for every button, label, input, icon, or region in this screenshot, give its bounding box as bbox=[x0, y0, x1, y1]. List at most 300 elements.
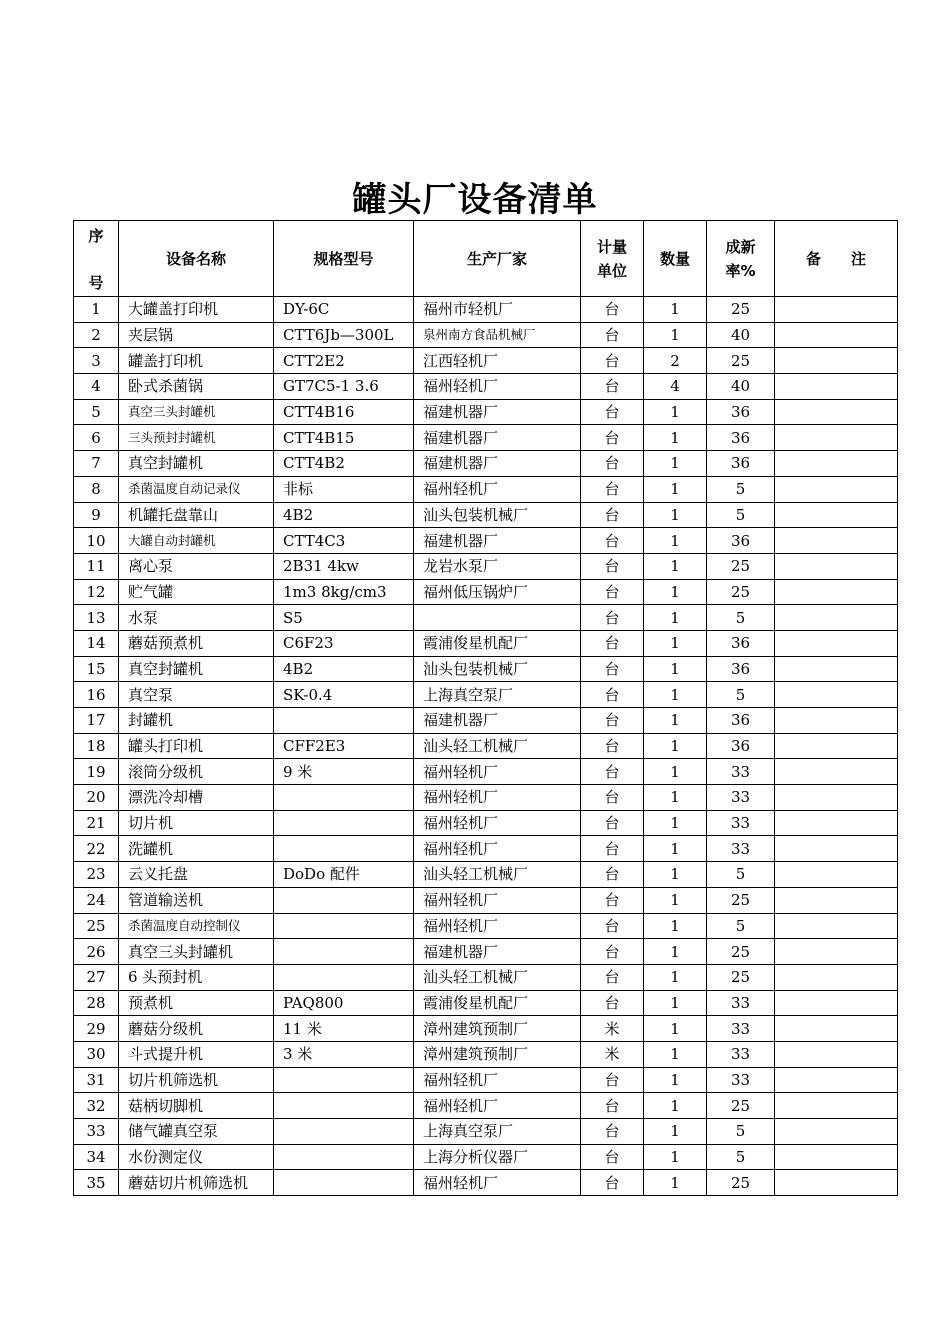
table-row bbox=[74, 862, 898, 888]
row-spec: CTT4B16 bbox=[274, 399, 414, 425]
row-index: 1 bbox=[74, 297, 119, 323]
row-index: 35 bbox=[74, 1170, 119, 1196]
header-unit: 计量单位 bbox=[581, 221, 644, 297]
row-name: 真空封罐机 bbox=[119, 656, 274, 682]
table-row bbox=[74, 553, 898, 579]
table-row bbox=[74, 605, 898, 631]
row-remarks bbox=[775, 1170, 898, 1196]
row-index: 28 bbox=[74, 990, 119, 1016]
row-unit: 台 bbox=[581, 502, 644, 528]
row-index: 10 bbox=[74, 528, 119, 554]
row-rate: 25 bbox=[707, 1170, 775, 1196]
row-remarks bbox=[775, 1016, 898, 1042]
row-quantity: 1 bbox=[644, 553, 707, 579]
row-quantity: 1 bbox=[644, 297, 707, 323]
table-row bbox=[74, 374, 898, 400]
row-rate: 25 bbox=[707, 297, 775, 323]
row-index: 7 bbox=[74, 451, 119, 477]
row-index: 19 bbox=[74, 759, 119, 785]
row-unit: 台 bbox=[581, 939, 644, 965]
table-row bbox=[74, 1119, 898, 1145]
row-name: 真空三头封罐机 bbox=[119, 939, 274, 965]
table-row bbox=[74, 1144, 898, 1170]
row-remarks bbox=[775, 862, 898, 888]
row-index: 34 bbox=[74, 1144, 119, 1170]
row-rate: 33 bbox=[707, 836, 775, 862]
row-index: 6 bbox=[74, 425, 119, 451]
row-quantity: 1 bbox=[644, 939, 707, 965]
row-spec: CFF2E3 bbox=[274, 733, 414, 759]
row-index: 13 bbox=[74, 605, 119, 631]
row-quantity: 1 bbox=[644, 1016, 707, 1042]
header-quantity: 数量 bbox=[644, 221, 707, 297]
row-manufacturer: 福州轻机厂 bbox=[414, 785, 581, 811]
row-index: 24 bbox=[74, 887, 119, 913]
row-unit: 台 bbox=[581, 1170, 644, 1196]
row-unit: 台 bbox=[581, 399, 644, 425]
row-unit: 台 bbox=[581, 348, 644, 374]
row-unit: 台 bbox=[581, 759, 644, 785]
table-row bbox=[74, 476, 898, 502]
row-unit: 台 bbox=[581, 733, 644, 759]
row-rate: 36 bbox=[707, 630, 775, 656]
row-quantity: 1 bbox=[644, 1170, 707, 1196]
row-spec: GT7C5-1 3.6 bbox=[274, 374, 414, 400]
row-name: 斗式提升机 bbox=[119, 1041, 274, 1067]
row-name: 蘑菇切片机筛选机 bbox=[119, 1170, 274, 1196]
row-quantity: 1 bbox=[644, 708, 707, 734]
row-manufacturer: 江西轻机厂 bbox=[414, 348, 581, 374]
row-rate: 40 bbox=[707, 374, 775, 400]
row-unit: 台 bbox=[581, 322, 644, 348]
row-index: 21 bbox=[74, 810, 119, 836]
row-rate: 33 bbox=[707, 759, 775, 785]
row-remarks bbox=[775, 682, 898, 708]
header-manufacturer: 生产厂家 bbox=[414, 221, 581, 297]
row-index: 3 bbox=[74, 348, 119, 374]
row-remarks bbox=[775, 913, 898, 939]
row-name: 洗罐机 bbox=[119, 836, 274, 862]
row-unit: 台 bbox=[581, 810, 644, 836]
row-rate: 25 bbox=[707, 553, 775, 579]
row-quantity: 1 bbox=[644, 425, 707, 451]
row-quantity: 1 bbox=[644, 836, 707, 862]
table-row bbox=[74, 630, 898, 656]
row-rate: 25 bbox=[707, 964, 775, 990]
row-name: 大罐盖打印机 bbox=[119, 297, 274, 323]
row-rate: 5 bbox=[707, 913, 775, 939]
row-manufacturer: 福州轻机厂 bbox=[414, 374, 581, 400]
row-quantity: 1 bbox=[644, 528, 707, 554]
row-quantity: 1 bbox=[644, 630, 707, 656]
row-name: 大罐自动封罐机 bbox=[119, 528, 274, 554]
row-name: 滚筒分级机 bbox=[119, 759, 274, 785]
row-remarks bbox=[775, 579, 898, 605]
row-quantity: 1 bbox=[644, 887, 707, 913]
row-spec: 1m3 8kg/cm3 bbox=[274, 579, 414, 605]
row-quantity: 1 bbox=[644, 605, 707, 631]
row-manufacturer: 上海真空泵厂 bbox=[414, 1119, 581, 1145]
row-unit: 台 bbox=[581, 630, 644, 656]
row-unit: 台 bbox=[581, 785, 644, 811]
row-rate: 36 bbox=[707, 656, 775, 682]
row-remarks bbox=[775, 476, 898, 502]
table-row bbox=[74, 656, 898, 682]
row-rate: 33 bbox=[707, 990, 775, 1016]
table-row bbox=[74, 785, 898, 811]
row-index: 14 bbox=[74, 630, 119, 656]
row-manufacturer: 福建机器厂 bbox=[414, 528, 581, 554]
row-rate: 33 bbox=[707, 1067, 775, 1093]
row-manufacturer: 福州轻机厂 bbox=[414, 810, 581, 836]
row-rate: 36 bbox=[707, 708, 775, 734]
row-quantity: 1 bbox=[644, 656, 707, 682]
row-quantity: 1 bbox=[644, 1119, 707, 1145]
row-rate: 33 bbox=[707, 810, 775, 836]
row-spec bbox=[274, 1067, 414, 1093]
row-spec: PAQ800 bbox=[274, 990, 414, 1016]
row-spec bbox=[274, 887, 414, 913]
row-name: 机罐托盘靠山 bbox=[119, 502, 274, 528]
row-spec: DoDo 配件 bbox=[274, 862, 414, 888]
row-unit: 台 bbox=[581, 451, 644, 477]
row-manufacturer: 汕头包装机械厂 bbox=[414, 656, 581, 682]
row-quantity: 1 bbox=[644, 682, 707, 708]
row-name: 封罐机 bbox=[119, 708, 274, 734]
table-row bbox=[74, 1016, 898, 1042]
row-remarks bbox=[775, 605, 898, 631]
row-remarks bbox=[775, 374, 898, 400]
row-index: 11 bbox=[74, 553, 119, 579]
row-manufacturer: 汕头轻工机械厂 bbox=[414, 733, 581, 759]
row-unit: 米 bbox=[581, 1016, 644, 1042]
row-manufacturer: 福州轻机厂 bbox=[414, 1170, 581, 1196]
row-remarks bbox=[775, 451, 898, 477]
table-row bbox=[74, 913, 898, 939]
row-spec bbox=[274, 1093, 414, 1119]
row-remarks bbox=[775, 759, 898, 785]
row-name: 真空封罐机 bbox=[119, 451, 274, 477]
row-unit: 台 bbox=[581, 425, 644, 451]
row-name: 水份测定仪 bbox=[119, 1144, 274, 1170]
row-quantity: 1 bbox=[644, 451, 707, 477]
row-spec: CTT2E2 bbox=[274, 348, 414, 374]
page-title: 罐头厂设备清单 bbox=[352, 180, 598, 220]
row-spec bbox=[274, 785, 414, 811]
header-spec: 规格型号 bbox=[274, 221, 414, 297]
row-name: 杀菌温度自动控制仪 bbox=[119, 913, 274, 939]
header-remarks: 备 注 bbox=[775, 221, 898, 297]
row-index: 33 bbox=[74, 1119, 119, 1145]
row-manufacturer: 福州轻机厂 bbox=[414, 887, 581, 913]
row-index: 8 bbox=[74, 476, 119, 502]
row-index: 22 bbox=[74, 836, 119, 862]
row-name: 罐盖打印机 bbox=[119, 348, 274, 374]
row-spec: CTT4B15 bbox=[274, 425, 414, 451]
table-row bbox=[74, 297, 898, 323]
row-quantity: 1 bbox=[644, 1144, 707, 1170]
row-rate: 25 bbox=[707, 1093, 775, 1119]
row-remarks bbox=[775, 964, 898, 990]
row-remarks bbox=[775, 733, 898, 759]
row-unit: 台 bbox=[581, 605, 644, 631]
row-rate: 25 bbox=[707, 348, 775, 374]
table-row bbox=[74, 708, 898, 734]
row-unit: 台 bbox=[581, 476, 644, 502]
row-rate: 33 bbox=[707, 785, 775, 811]
row-spec: 4B2 bbox=[274, 502, 414, 528]
row-remarks bbox=[775, 836, 898, 862]
row-name: 蘑菇分级机 bbox=[119, 1016, 274, 1042]
row-rate: 25 bbox=[707, 939, 775, 965]
row-remarks bbox=[775, 425, 898, 451]
row-spec bbox=[274, 939, 414, 965]
table-row bbox=[74, 1170, 898, 1196]
row-spec: 4B2 bbox=[274, 656, 414, 682]
row-manufacturer: 福建机器厂 bbox=[414, 939, 581, 965]
row-rate: 36 bbox=[707, 733, 775, 759]
row-name: 切片机筛选机 bbox=[119, 1067, 274, 1093]
row-unit: 台 bbox=[581, 374, 644, 400]
table-row bbox=[74, 1041, 898, 1067]
row-manufacturer: 福州轻机厂 bbox=[414, 476, 581, 502]
row-manufacturer: 福州轻机厂 bbox=[414, 1067, 581, 1093]
row-name: 卧式杀菌锅 bbox=[119, 374, 274, 400]
row-unit: 台 bbox=[581, 528, 644, 554]
row-index: 9 bbox=[74, 502, 119, 528]
row-rate: 5 bbox=[707, 1144, 775, 1170]
row-index: 25 bbox=[74, 913, 119, 939]
row-unit: 台 bbox=[581, 297, 644, 323]
row-rate: 40 bbox=[707, 322, 775, 348]
row-spec: S5 bbox=[274, 605, 414, 631]
row-unit: 台 bbox=[581, 836, 644, 862]
row-manufacturer: 上海真空泵厂 bbox=[414, 682, 581, 708]
row-quantity: 1 bbox=[644, 502, 707, 528]
row-manufacturer: 福州轻机厂 bbox=[414, 1093, 581, 1119]
row-spec: CTT6Jb—300L bbox=[274, 322, 414, 348]
table-header-row bbox=[74, 221, 898, 297]
row-spec: DY-6C bbox=[274, 297, 414, 323]
row-remarks bbox=[775, 1144, 898, 1170]
row-rate: 5 bbox=[707, 862, 775, 888]
row-manufacturer: 上海分析仪器厂 bbox=[414, 1144, 581, 1170]
row-index: 30 bbox=[74, 1041, 119, 1067]
row-name: 真空泵 bbox=[119, 682, 274, 708]
row-index: 17 bbox=[74, 708, 119, 734]
row-spec bbox=[274, 913, 414, 939]
row-remarks bbox=[775, 1093, 898, 1119]
row-unit: 台 bbox=[581, 913, 644, 939]
row-manufacturer: 汕头轻工机械厂 bbox=[414, 862, 581, 888]
row-quantity: 1 bbox=[644, 785, 707, 811]
row-unit: 台 bbox=[581, 656, 644, 682]
row-name: 离心泵 bbox=[119, 553, 274, 579]
row-rate: 25 bbox=[707, 887, 775, 913]
table-row bbox=[74, 451, 898, 477]
header-name: 设备名称 bbox=[119, 221, 274, 297]
row-index: 15 bbox=[74, 656, 119, 682]
row-quantity: 1 bbox=[644, 964, 707, 990]
row-quantity: 2 bbox=[644, 348, 707, 374]
row-index: 5 bbox=[74, 399, 119, 425]
row-unit: 台 bbox=[581, 862, 644, 888]
row-quantity: 1 bbox=[644, 399, 707, 425]
row-remarks bbox=[775, 348, 898, 374]
table-row bbox=[74, 810, 898, 836]
row-manufacturer: 福州轻机厂 bbox=[414, 836, 581, 862]
row-quantity: 1 bbox=[644, 476, 707, 502]
row-unit: 台 bbox=[581, 1144, 644, 1170]
row-name: 预煮机 bbox=[119, 990, 274, 1016]
row-manufacturer: 霞浦俊星机配厂 bbox=[414, 990, 581, 1016]
row-remarks bbox=[775, 810, 898, 836]
row-spec: SK-0.4 bbox=[274, 682, 414, 708]
row-rate: 36 bbox=[707, 425, 775, 451]
row-index: 29 bbox=[74, 1016, 119, 1042]
row-unit: 米 bbox=[581, 1041, 644, 1067]
row-remarks bbox=[775, 990, 898, 1016]
row-spec: CTT4B2 bbox=[274, 451, 414, 477]
table-row bbox=[74, 836, 898, 862]
row-name: 水泵 bbox=[119, 605, 274, 631]
row-remarks bbox=[775, 708, 898, 734]
row-remarks bbox=[775, 553, 898, 579]
row-name: 6 头预封机 bbox=[119, 964, 274, 990]
row-manufacturer: 汕头轻工机械厂 bbox=[414, 964, 581, 990]
row-spec bbox=[274, 964, 414, 990]
row-name: 管道输送机 bbox=[119, 887, 274, 913]
row-index: 32 bbox=[74, 1093, 119, 1119]
table-row bbox=[74, 759, 898, 785]
row-manufacturer: 漳州建筑预制厂 bbox=[414, 1016, 581, 1042]
table-row bbox=[74, 733, 898, 759]
row-rate: 36 bbox=[707, 399, 775, 425]
row-spec bbox=[274, 1170, 414, 1196]
row-manufacturer: 福建机器厂 bbox=[414, 708, 581, 734]
row-unit: 台 bbox=[581, 1093, 644, 1119]
row-remarks bbox=[775, 297, 898, 323]
row-rate: 5 bbox=[707, 502, 775, 528]
row-name: 云义托盘 bbox=[119, 862, 274, 888]
row-quantity: 1 bbox=[644, 733, 707, 759]
row-remarks bbox=[775, 399, 898, 425]
row-manufacturer: 福州低压锅炉厂 bbox=[414, 579, 581, 605]
row-unit: 台 bbox=[581, 887, 644, 913]
table-row bbox=[74, 425, 898, 451]
row-quantity: 1 bbox=[644, 759, 707, 785]
row-name: 三头预封封罐机 bbox=[119, 425, 274, 451]
row-manufacturer: 霞浦俊星机配厂 bbox=[414, 630, 581, 656]
row-quantity: 1 bbox=[644, 1067, 707, 1093]
table-row bbox=[74, 502, 898, 528]
table-row bbox=[74, 348, 898, 374]
row-spec: C6F23 bbox=[274, 630, 414, 656]
row-spec bbox=[274, 1119, 414, 1145]
row-remarks bbox=[775, 887, 898, 913]
row-unit: 台 bbox=[581, 682, 644, 708]
row-unit: 台 bbox=[581, 579, 644, 605]
row-rate: 36 bbox=[707, 528, 775, 554]
row-quantity: 1 bbox=[644, 322, 707, 348]
row-spec: 9 米 bbox=[274, 759, 414, 785]
row-quantity: 4 bbox=[644, 374, 707, 400]
row-index: 18 bbox=[74, 733, 119, 759]
row-quantity: 1 bbox=[644, 1093, 707, 1119]
row-index: 4 bbox=[74, 374, 119, 400]
row-index: 16 bbox=[74, 682, 119, 708]
row-remarks bbox=[775, 1041, 898, 1067]
row-index: 20 bbox=[74, 785, 119, 811]
table-row bbox=[74, 682, 898, 708]
row-manufacturer: 福建机器厂 bbox=[414, 399, 581, 425]
row-spec: 3 米 bbox=[274, 1041, 414, 1067]
row-name: 漂洗冷却槽 bbox=[119, 785, 274, 811]
row-manufacturer bbox=[414, 605, 581, 631]
row-manufacturer: 汕头包装机械厂 bbox=[414, 502, 581, 528]
row-remarks bbox=[775, 656, 898, 682]
row-unit: 台 bbox=[581, 708, 644, 734]
row-spec: CTT4C3 bbox=[274, 528, 414, 554]
row-rate: 5 bbox=[707, 682, 775, 708]
row-spec bbox=[274, 836, 414, 862]
row-quantity: 1 bbox=[644, 913, 707, 939]
row-rate: 36 bbox=[707, 451, 775, 477]
row-index: 12 bbox=[74, 579, 119, 605]
row-remarks bbox=[775, 939, 898, 965]
row-name: 贮气罐 bbox=[119, 579, 274, 605]
row-rate: 5 bbox=[707, 476, 775, 502]
row-index: 2 bbox=[74, 322, 119, 348]
row-remarks bbox=[775, 1067, 898, 1093]
row-name: 罐头打印机 bbox=[119, 733, 274, 759]
table-row bbox=[74, 322, 898, 348]
row-spec: 2B31 4kw bbox=[274, 553, 414, 579]
row-remarks bbox=[775, 528, 898, 554]
row-remarks bbox=[775, 785, 898, 811]
table-row bbox=[74, 964, 898, 990]
row-rate: 25 bbox=[707, 579, 775, 605]
row-rate: 33 bbox=[707, 1041, 775, 1067]
row-quantity: 1 bbox=[644, 1041, 707, 1067]
row-remarks bbox=[775, 322, 898, 348]
table-row bbox=[74, 887, 898, 913]
row-manufacturer: 福州市轻机厂 bbox=[414, 297, 581, 323]
row-manufacturer: 龙岩水泵厂 bbox=[414, 553, 581, 579]
row-unit: 台 bbox=[581, 553, 644, 579]
row-spec: 非标 bbox=[274, 476, 414, 502]
row-manufacturer: 福建机器厂 bbox=[414, 425, 581, 451]
row-name: 菇柄切脚机 bbox=[119, 1093, 274, 1119]
row-manufacturer: 漳州建筑预制厂 bbox=[414, 1041, 581, 1067]
row-rate: 33 bbox=[707, 1016, 775, 1042]
row-unit: 台 bbox=[581, 964, 644, 990]
row-index: 31 bbox=[74, 1067, 119, 1093]
header-rate: 成新率% bbox=[707, 221, 775, 297]
row-index: 26 bbox=[74, 939, 119, 965]
row-unit: 台 bbox=[581, 1067, 644, 1093]
header-index: 序 号 bbox=[74, 221, 119, 297]
row-remarks bbox=[775, 1119, 898, 1145]
row-remarks bbox=[775, 502, 898, 528]
row-name: 储气罐真空泵 bbox=[119, 1119, 274, 1145]
row-manufacturer: 福建机器厂 bbox=[414, 451, 581, 477]
row-quantity: 1 bbox=[644, 862, 707, 888]
table-row bbox=[74, 939, 898, 965]
row-manufacturer: 福州轻机厂 bbox=[414, 913, 581, 939]
row-spec bbox=[274, 810, 414, 836]
table-row bbox=[74, 579, 898, 605]
